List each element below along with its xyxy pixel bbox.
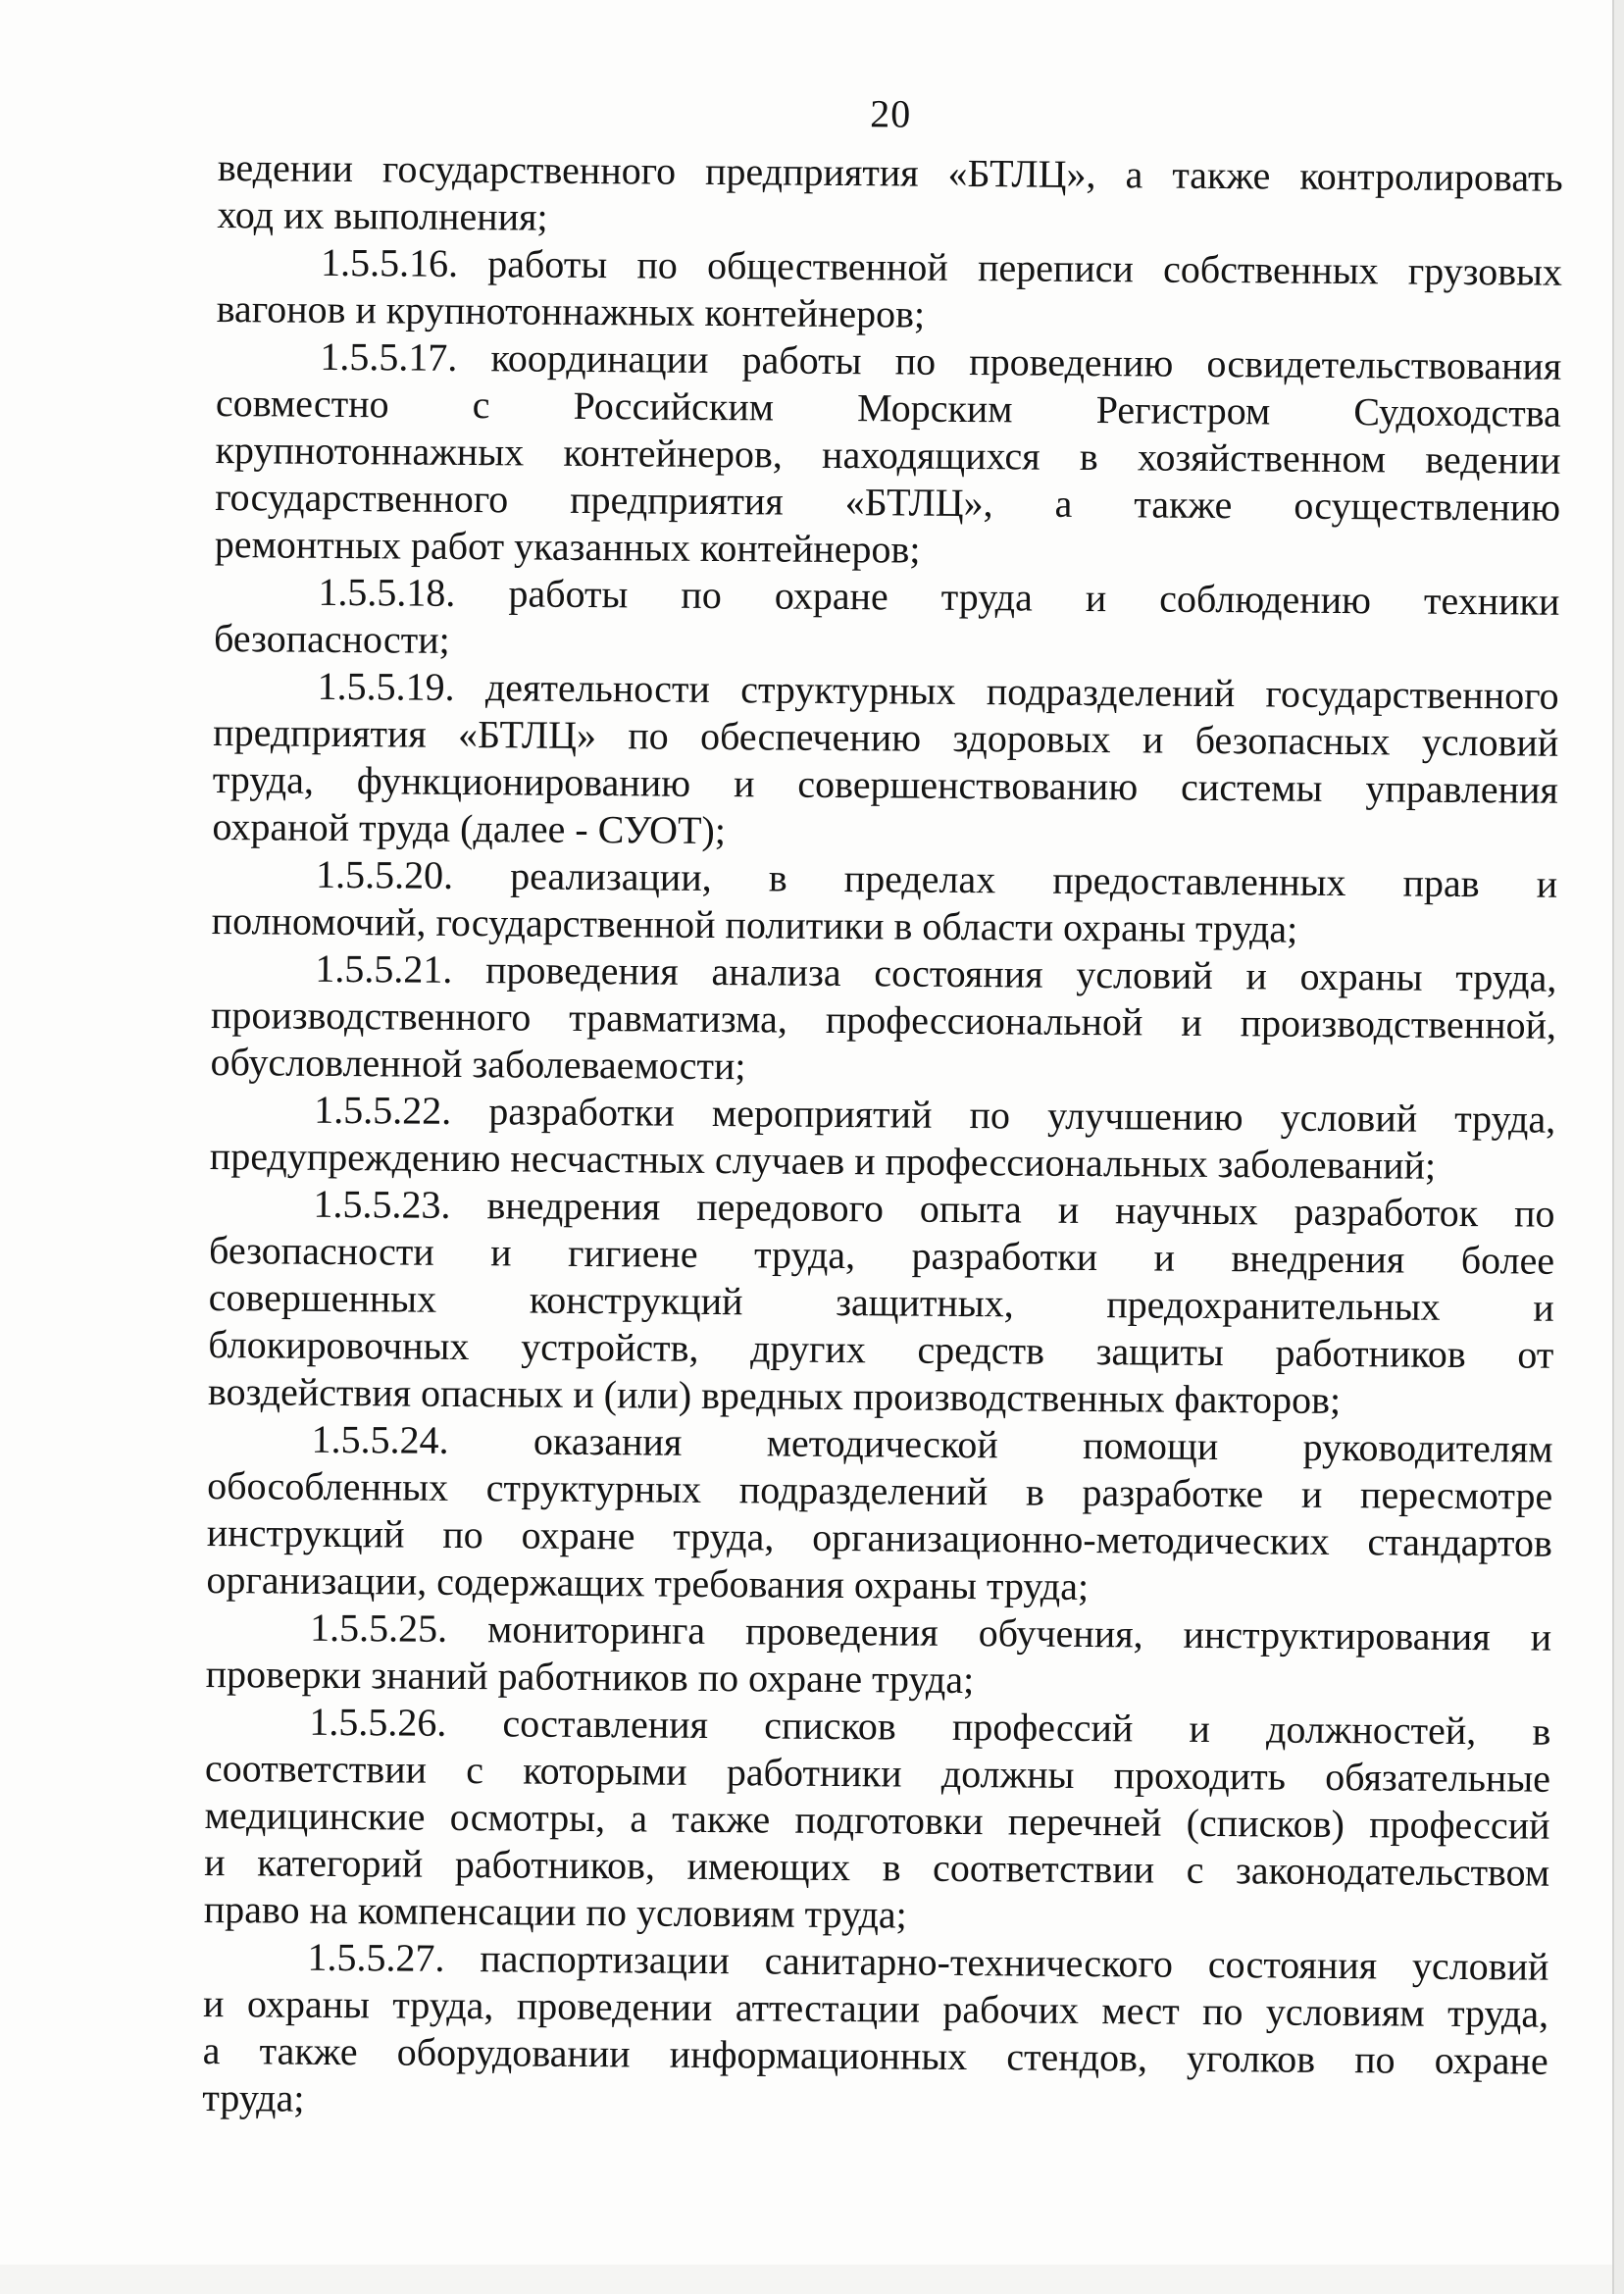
text-line: 1.5.5.26. составления списков профессий и должностей, в	[309, 1699, 1551, 1754]
text-line: совместно с Российским Морским Регистром Судоходства	[215, 380, 1562, 435]
text-line: 1.5.5.25. мониторинга проведения обучения, инструктирования и	[309, 1605, 1552, 1659]
text-line: и охраны труда, проведении аттестации рабочих мест по условиям труда,	[202, 1980, 1549, 2036]
text-line: труда, функционированию и совершенствованию системы управления	[212, 756, 1559, 812]
text-line: и категорий работников, имеющих в соответствии с законодательством	[204, 1839, 1550, 1895]
text-line: обусловленной заболеваемости;	[210, 1039, 746, 1089]
text-line: охраной труда (далее - СУОТ);	[212, 803, 727, 853]
text-block	[202, 144, 1563, 2132]
text-line: 1.5.5.22. разработки мероприятий по улучшению условий труда,	[314, 1087, 1556, 1142]
text-line: ведении государственного предприятия «БТЛЦ», а также контролировать	[217, 144, 1563, 200]
scan-edge-bottom	[0, 2265, 1612, 2294]
text-line: инструкций по охране труда, организационно-методических стандартов	[206, 1509, 1553, 1565]
text-line: труда;	[202, 2074, 305, 2120]
text-line: предприятия «БТЛЦ» по обеспечению здоровых и безопасных условий	[213, 709, 1559, 765]
text-line: 1.5.5.17. координации работы по проведению освидетельствования	[320, 333, 1562, 388]
text-line: безопасности;	[213, 615, 450, 662]
text-line: проверки знаний работников по охране труда;	[205, 1651, 975, 1703]
text-line: совершенных конструкций защитных, предохранительных и	[208, 1274, 1554, 1330]
text-line: 1.5.5.21. проведения анализа состояния условий и охраны труда,	[315, 945, 1557, 1000]
text-line: крупнотоннажных контейнеров, находящихся в хозяйственном ведении	[215, 427, 1561, 483]
text-line: 1.5.5.23. внедрения передового опыта и научных разработок по	[313, 1181, 1555, 1236]
text-line: государственного предприятия «БТЛЦ», а также осуществлению	[214, 474, 1561, 530]
text-line: полномочий, государственной политики в области охраны труда;	[211, 897, 1298, 951]
scan-edge-right	[1612, 0, 1624, 2294]
text-line: производственного травматизма, профессиональной и производственной,	[210, 992, 1557, 1047]
text-line: безопасности и гигиене труда, разработки и внедрения более	[208, 1227, 1555, 1283]
text-line: право на компенсации по условиям труда;	[203, 1886, 907, 1937]
text-line: 1.5.5.20. реализации, в пределах предоставленных прав и	[315, 851, 1558, 906]
text-line: 1.5.5.27. паспортизации санитарно-технического состояния условий	[307, 1934, 1549, 1989]
text-line: предупреждению несчастных случаев и профессиональных заболеваний;	[209, 1133, 1437, 1188]
text-line: обособленных структурных подразделений в разработке и пересмотре	[207, 1462, 1553, 1518]
page-number: 20	[870, 91, 912, 136]
text-line: а также оборудовании информационных стендов, уголков по охране	[202, 2027, 1548, 2083]
text-line: 1.5.5.16. работы по общественной переписи собственных грузовых	[320, 239, 1563, 294]
text-line: соответствии с которыми работники должны проходить обязательные	[204, 1745, 1551, 1801]
text-line: ход их выполнения;	[217, 191, 548, 239]
text-line: организации, содержащих требования охраны труда;	[206, 1556, 1090, 1609]
text-line: 1.5.5.18. работы по охране труда и соблюдению техники	[318, 569, 1560, 624]
text-line: воздействия опасных и (или) вредных производственных факторов;	[207, 1368, 1342, 1423]
text-line: медицинские осмотры, а также подготовки перечней (списков) профессий	[204, 1792, 1550, 1848]
text-line: вагонов и крупнотоннажных контейнеров;	[216, 285, 926, 336]
text-line: 1.5.5.19. деятельности структурных подразделений государственного	[317, 663, 1559, 718]
text-line: ремонтных работ указанных контейнеров;	[214, 521, 921, 572]
text-line: 1.5.5.24. оказания методической помощи руководителям	[311, 1416, 1553, 1471]
text-line: блокировочных устройств, других средств защиты работников от	[208, 1321, 1554, 1377]
